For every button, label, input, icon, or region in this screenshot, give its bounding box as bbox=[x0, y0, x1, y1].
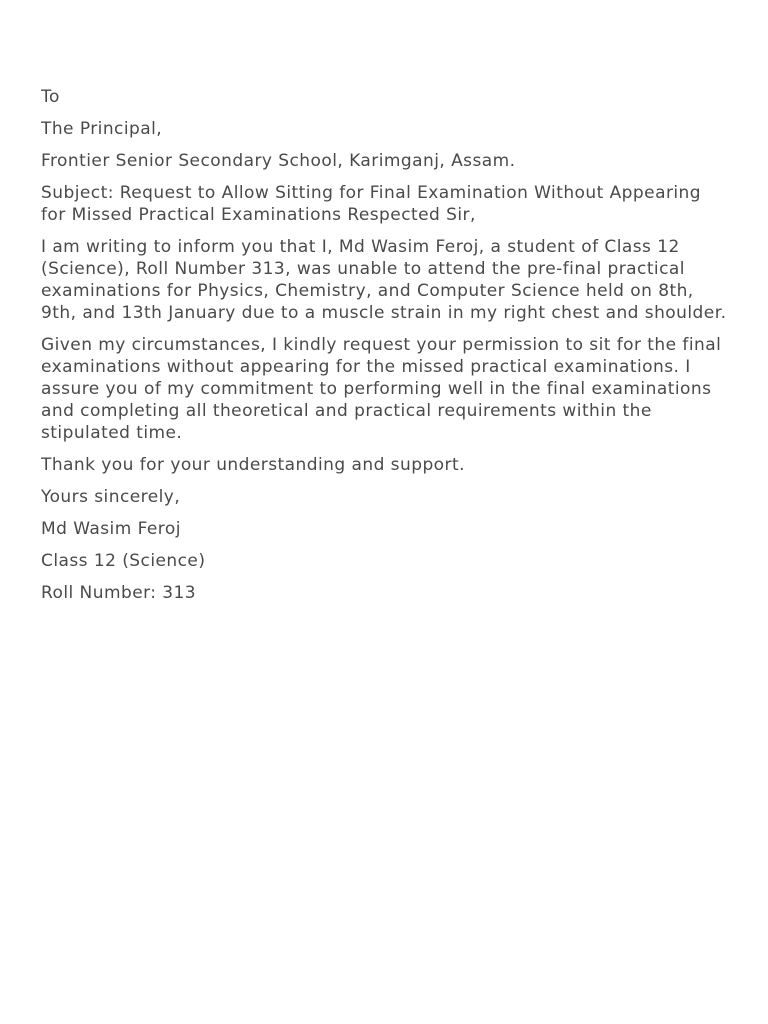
recipient-title: The Principal, bbox=[41, 119, 163, 139]
recipient-school: Frontier Senior Secondary School, Karimganj, Assam. bbox=[41, 151, 516, 171]
signature-name: Md Wasim Feroj bbox=[41, 519, 181, 539]
signature-roll: Roll Number: 313 bbox=[41, 583, 197, 603]
salutation-to: To bbox=[41, 87, 60, 107]
signature-class: Class 12 (Science) bbox=[41, 551, 206, 571]
body-paragraph-3: Thank you for your understanding and support. bbox=[41, 455, 465, 475]
closing: Yours sincerely, bbox=[41, 487, 181, 507]
subject-line: Subject: Request to Allow Sitting for Final Examination Without Appearing for Missed Practical Examinations Respected Sir, bbox=[41, 183, 702, 225]
body-paragraph-2: Given my circumstances, I kindly request your permission to sit for the final examinations without appearing for the missed practical examinations. I assure you of my commitment to performing well in the final examinations and completing all theoretical and practical requirements within the stipulated time. bbox=[41, 335, 722, 443]
body-paragraph-1: I am writing to inform you that I, Md Wasim Feroj, a student of Class 12 (Science), Roll Number 313, was unable to attend the pre-final practical examinations for Physics, Chemistry, and Computer Science held on 8th, 9th, and 13th January due to a muscle strain in my right chest and shoulder. bbox=[41, 237, 727, 323]
